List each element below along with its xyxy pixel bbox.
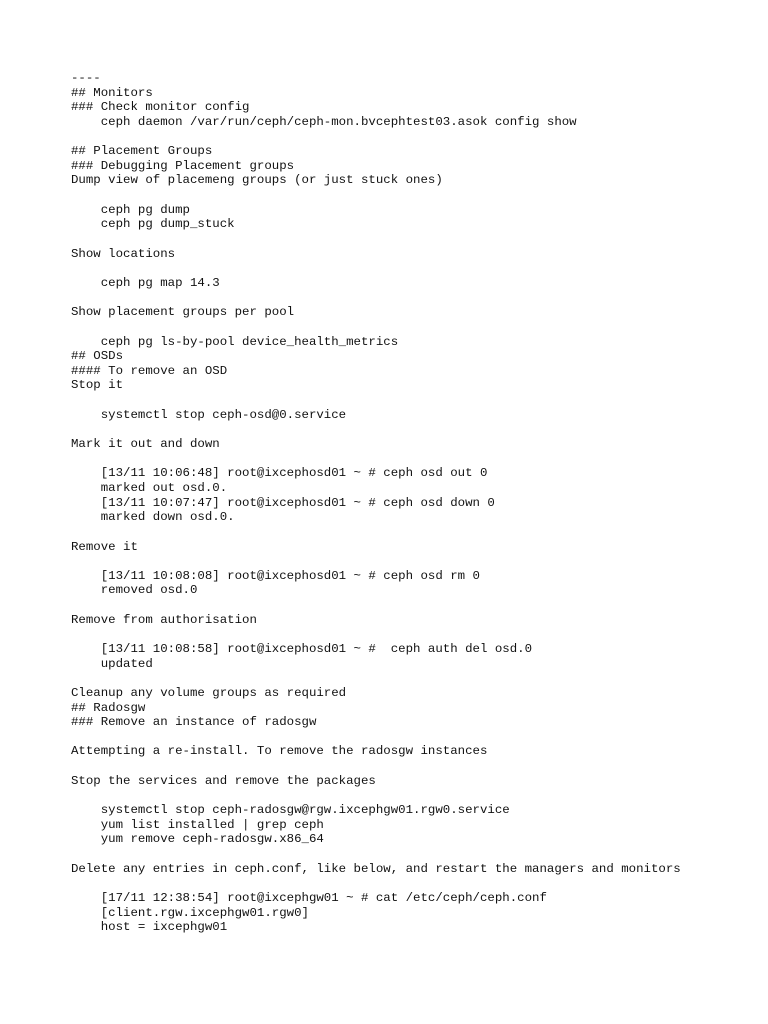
blank-line xyxy=(71,422,751,437)
heading-placement-groups: ## Placement Groups xyxy=(71,144,213,159)
code-line: [13/11 10:06:48] root@ixcephosd01 ~ # ceph osd out 0 xyxy=(71,466,488,481)
code-line: systemctl stop ceph-radosgw@rgw.ixcephgw01.rgw0.service xyxy=(71,803,510,818)
code-line: [17/11 12:38:54] root@ixcephgw01 ~ # cat /etc/ceph/ceph.conf xyxy=(71,890,547,905)
text-line: Stop it xyxy=(71,378,124,393)
blank-line xyxy=(71,232,751,247)
code-line: marked down osd.0. xyxy=(71,510,235,525)
blank-line xyxy=(71,788,751,803)
blank-line xyxy=(71,188,751,203)
code-line: host = ixcephgw01 xyxy=(71,920,228,935)
blank-line xyxy=(71,759,751,774)
blank-line xyxy=(71,847,751,862)
heading-debugging-placement-groups: ### Debugging Placement groups xyxy=(71,158,295,173)
blank-line xyxy=(71,730,751,745)
heading-remove-osd: #### To remove an OSD xyxy=(71,363,228,378)
text-line: Show locations xyxy=(71,246,176,261)
heading-check-monitor-config: ### Check monitor config xyxy=(71,100,250,115)
heading-monitors: ## Monitors xyxy=(71,85,153,100)
code-line: [13/11 10:08:08] root@ixcephosd01 ~ # ceph osd rm 0 xyxy=(71,568,480,583)
blank-line xyxy=(71,876,751,891)
code-line: ceph pg dump_stuck xyxy=(71,217,235,232)
code-line: removed osd.0 xyxy=(71,583,198,598)
blank-line xyxy=(71,671,751,686)
heading-radosgw: ## Radosgw xyxy=(71,700,146,715)
text-line: Stop the services and remove the packages xyxy=(71,773,376,788)
text-line: Remove from authorisation xyxy=(71,612,257,627)
text-line: Attempting a re-install. To remove the radosgw instances xyxy=(71,744,488,759)
text-line: ---- xyxy=(71,71,101,85)
text-line: Show placement groups per pool xyxy=(71,305,295,320)
code-line: systemctl stop ceph-osd@0.service xyxy=(71,407,347,422)
blank-line xyxy=(71,554,751,569)
blank-line xyxy=(71,291,751,306)
document-page xyxy=(71,71,751,935)
code-line: ceph pg ls-by-pool device_health_metrics xyxy=(71,334,399,349)
code-line: updated xyxy=(71,656,153,671)
heading-osds: ## OSDs xyxy=(71,349,124,364)
blank-line xyxy=(71,452,751,467)
blank-line xyxy=(71,627,751,642)
blank-line xyxy=(71,130,751,145)
text-line: Remove it xyxy=(71,539,138,554)
code-line: [client.rgw.ixcephgw01.rgw0] xyxy=(71,905,309,920)
text-line: Dump view of placemeng groups (or just stuck ones) xyxy=(71,173,443,188)
code-line: ceph daemon /var/run/ceph/ceph-mon.bvcephtest03.asok config show xyxy=(71,114,577,129)
text-line: Mark it out and down xyxy=(71,437,220,452)
blank-line xyxy=(71,525,751,540)
blank-line xyxy=(71,598,751,613)
text-line: Cleanup any volume groups as required xyxy=(71,685,347,700)
code-line: [13/11 10:08:58] root@ixcephosd01 ~ # ceph auth del osd.0 xyxy=(71,641,533,656)
code-line: [13/11 10:07:47] root@ixcephosd01 ~ # ceph osd down 0 xyxy=(71,495,495,510)
code-line: ceph pg map 14.3 xyxy=(71,275,220,290)
code-line: marked out osd.0. xyxy=(71,480,228,495)
blank-line xyxy=(71,393,751,408)
code-line: yum list installed | grep ceph xyxy=(71,817,324,832)
code-line: ceph pg dump xyxy=(71,202,190,217)
heading-remove-radosgw: ### Remove an instance of radosgw xyxy=(71,715,317,730)
text-line: Delete any entries in ceph.conf, like below, and restart the managers and monitors xyxy=(71,861,681,876)
code-line: yum remove ceph-radosgw.x86_64 xyxy=(71,832,324,847)
blank-line xyxy=(71,320,751,335)
blank-line xyxy=(71,261,751,276)
